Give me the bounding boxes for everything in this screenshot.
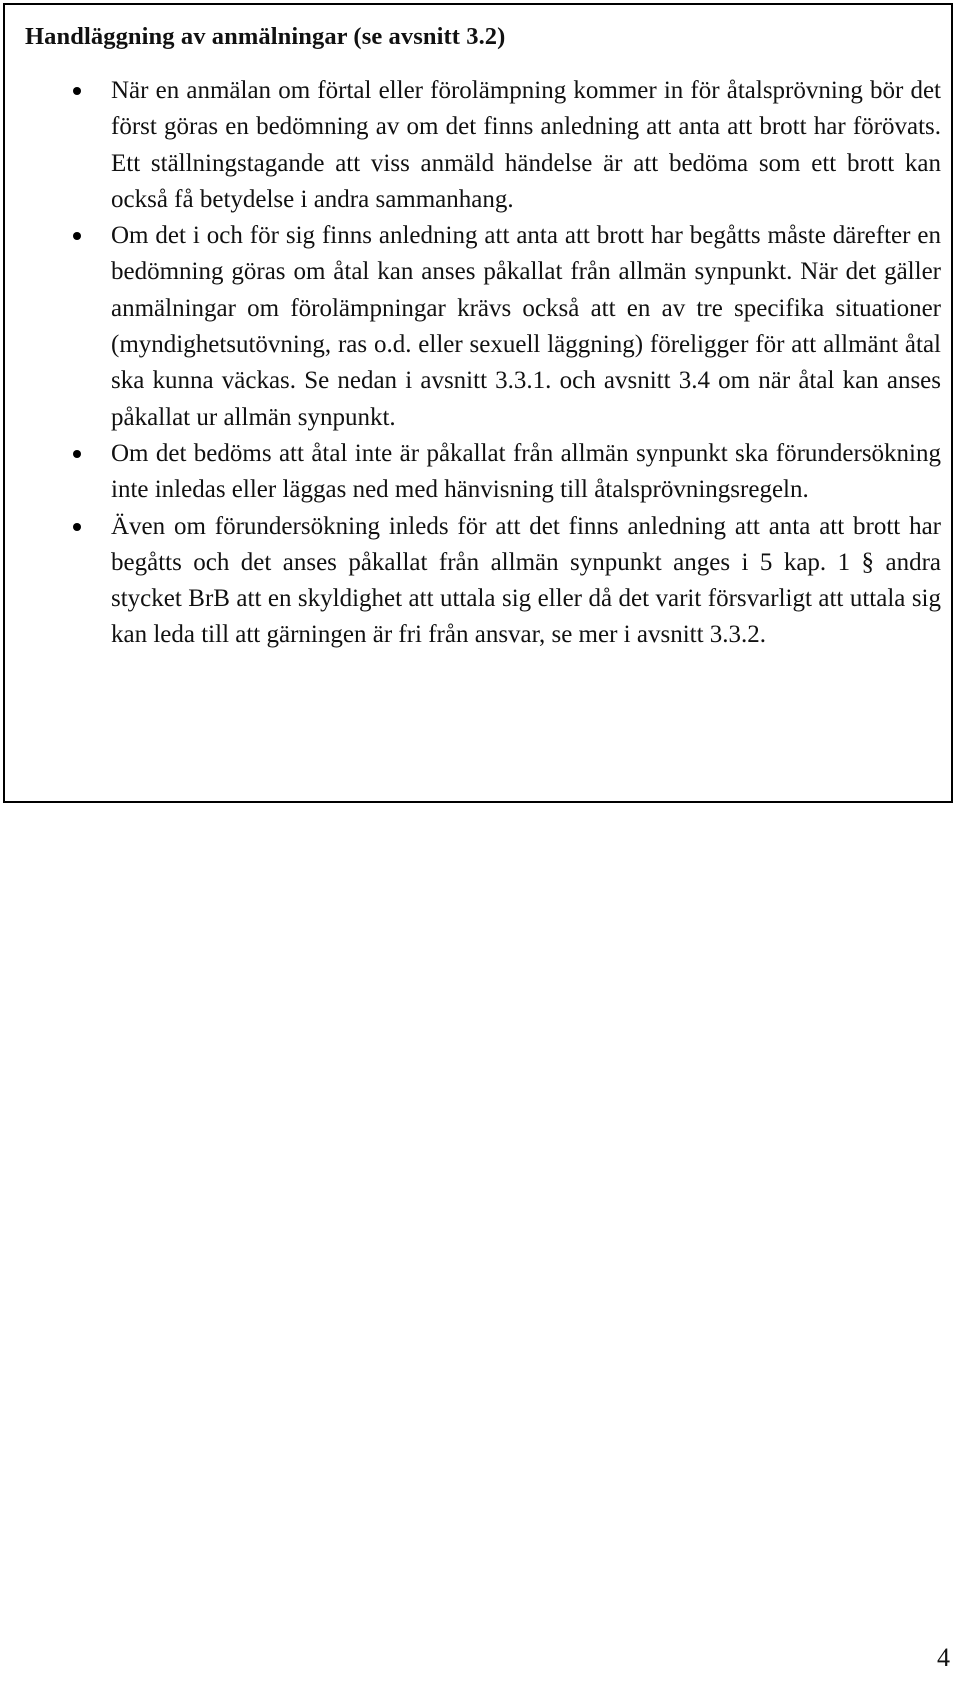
info-box (3, 3, 953, 803)
bullet-icon (73, 87, 81, 95)
list-item (5, 436, 941, 509)
bullet-icon (73, 523, 81, 531)
list-item (5, 73, 941, 218)
list-item-text: Även om förundersökning inleds för att det finns anledning att anta att brott har begåtts och det anses påkallat från allmän synpunkt anges i 5 kap. 1 § andra stycket BrB att en skyldighet att uttala sig eller då det varit försvarligt att uttala sig kan leda till att gärningen är fri från ansvar, se mer i avsnitt 3.3.2. (111, 512, 941, 649)
list-item-text: Om det i och för sig finns anledning att anta att brott har begåtts måste därefter en bedömning göras om åtal kan anses påkallat från allmän synpunkt. När det gäller anmälningar om förolämpningar krävs också att en av tre specifika situationer (myndighetsutövning, ras o.d. eller sexuell läggning) föreligger för att allmänt åtal ska kunna väckas. Se nedan i avsnitt 3.3.1. och avsnitt 3.4 om när åtal kan anses påkallat ur allmän synpunkt. (111, 222, 941, 431)
list-item-text: När en anmälan om förtal eller förolämpning kommer in för åtalsprövning bör det först göras en bedömning av om det finns anledning att anta att brott har förövats. Ett ställningstagande att viss anmäld händelse är att bedöma som ett brott kan också få betydelse i andra sammanhang. (111, 77, 941, 213)
bullet-icon (73, 232, 81, 240)
bullet-list (5, 73, 945, 654)
bullet-icon (73, 450, 81, 458)
list-item (5, 218, 941, 436)
section-heading: Handläggning av anmälningar (se avsnitt 3.2) (25, 23, 506, 50)
list-item-text: Om det bedöms att åtal inte är påkallat från allmän synpunkt ska förundersökning inte inledas eller läggas ned med hänvisning till åtalsprövningsregeln. (111, 439, 941, 504)
list-item (5, 509, 941, 654)
page-number: 4 (937, 1643, 950, 1672)
